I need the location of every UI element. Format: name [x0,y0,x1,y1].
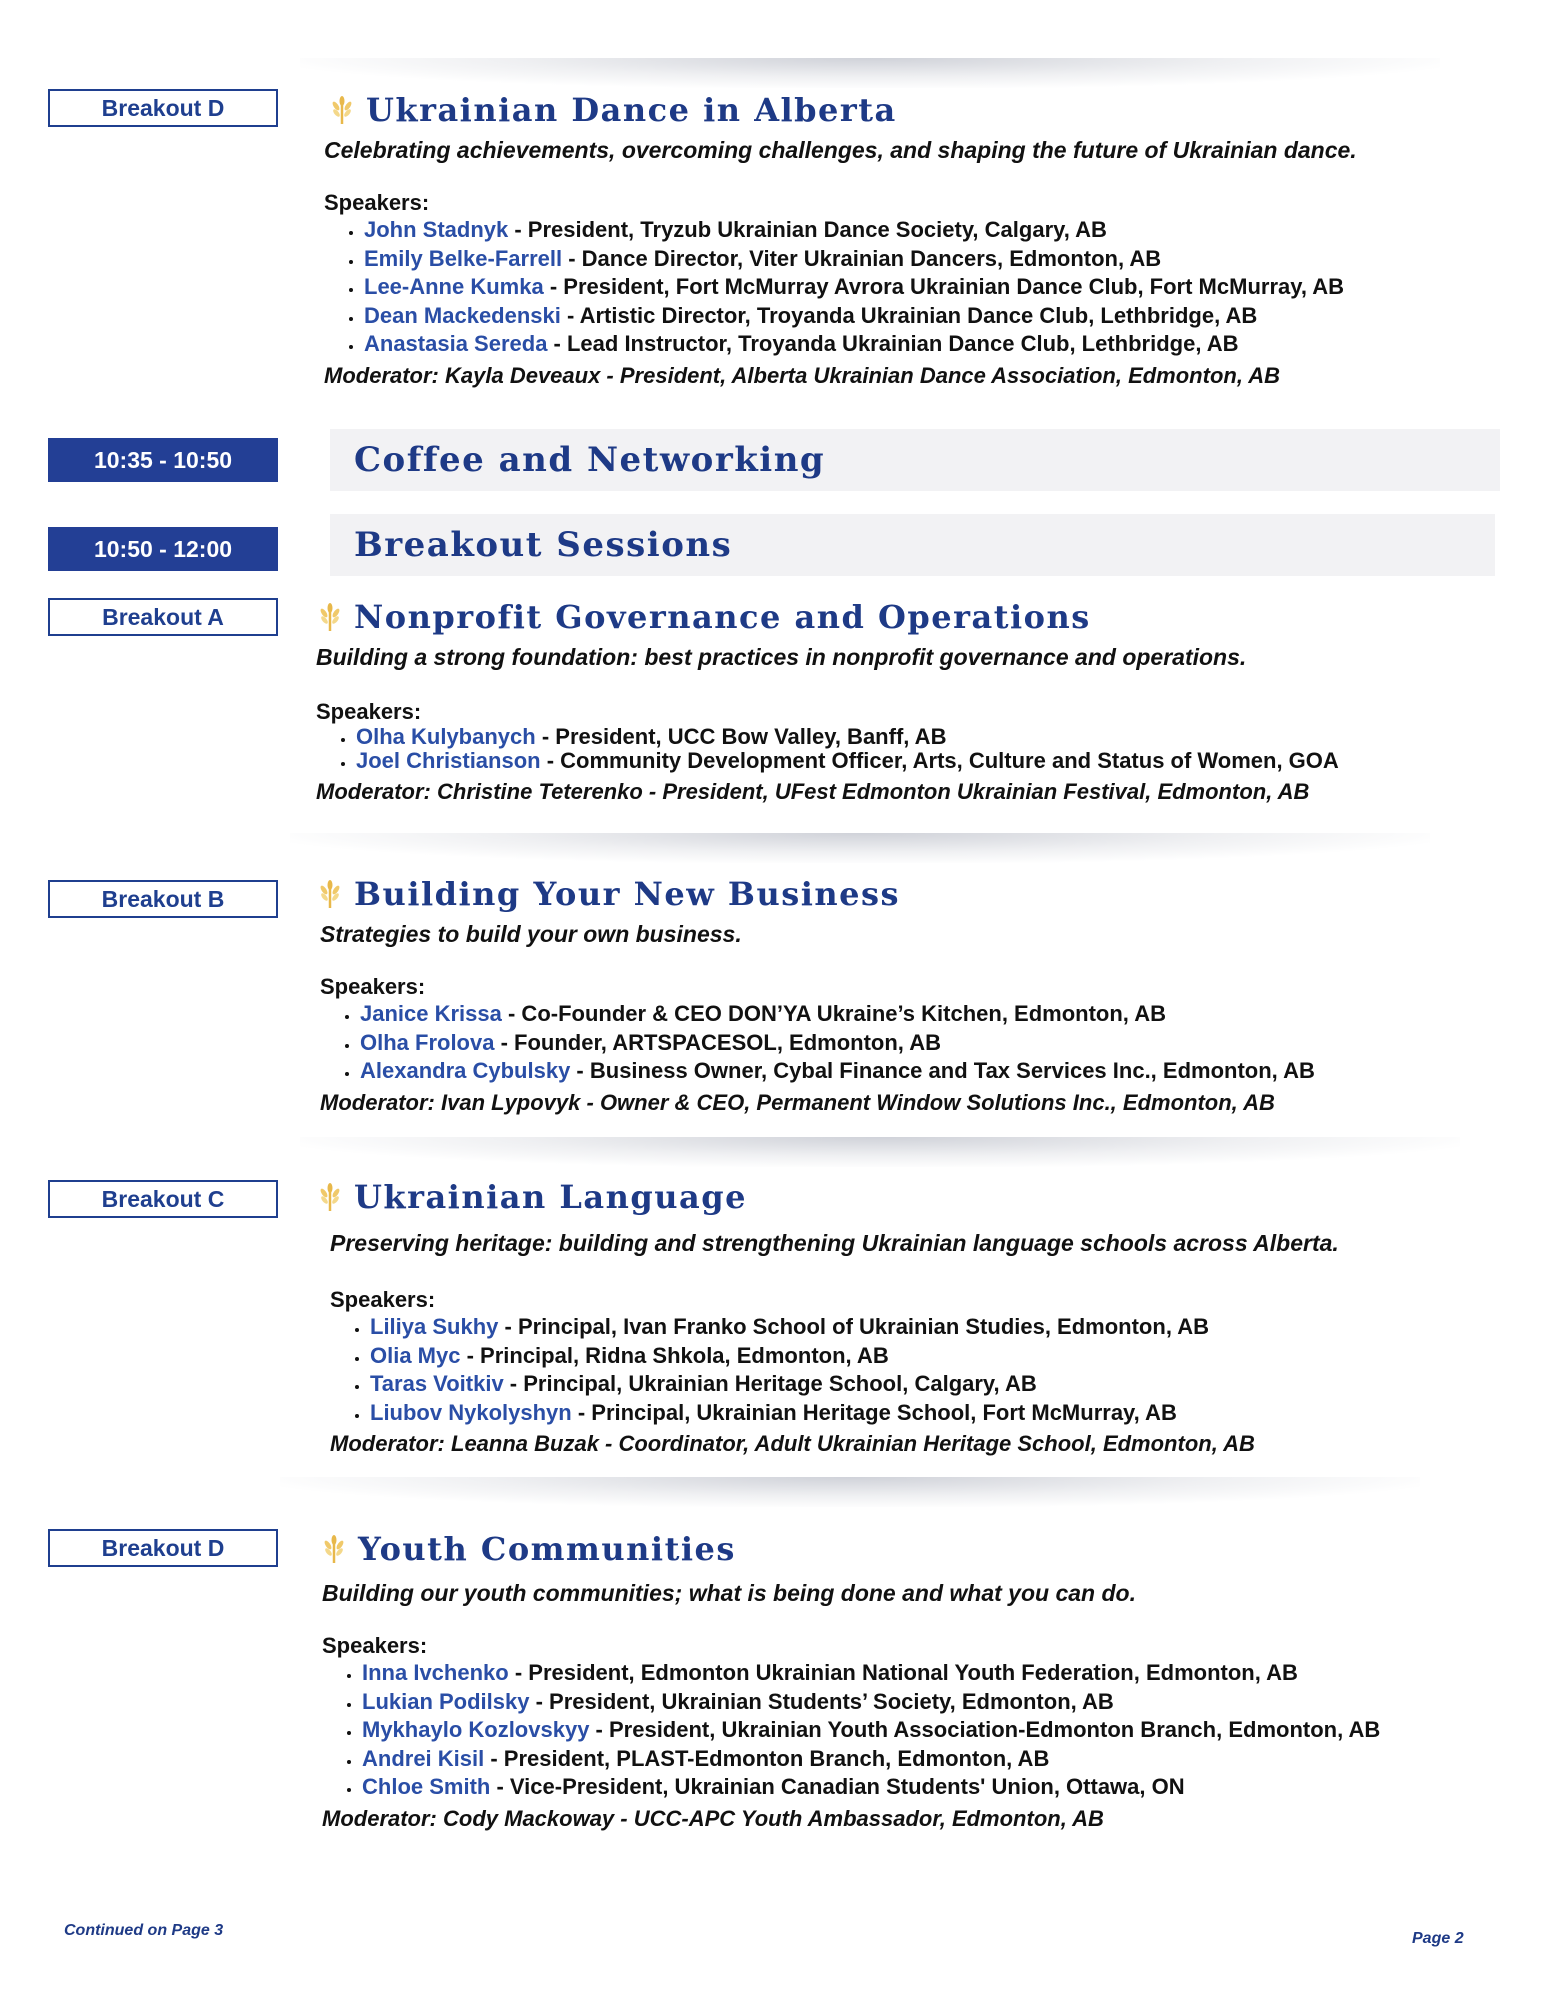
session-title: Ukrainian Language [354,1178,747,1216]
speaker-role: - President, UCC Bow Valley, Banff, AB [535,724,947,749]
speaker-name: Janice Krissa [360,1001,502,1026]
wheat-icon [330,95,354,125]
speaker-item [362,1773,1380,1802]
session-youth-communities [322,1526,1380,1832]
speaker-name: Inna Ivchenko [362,1660,509,1685]
speaker-role: - Principal, Ivan Franko School of Ukrainian Studies, Edmonton, AB [498,1314,1209,1339]
speaker-role: - President, Edmonton Ukrainian National Youth Federation, Edmonton, AB [508,1660,1298,1685]
speaker-item [362,1716,1380,1745]
session-new-business [318,871,1315,1116]
session-moderator: Moderator: Cody Mackoway - UCC-APC Youth Ambassador, Edmonton, AB [322,1805,1104,1831]
speaker-name: Olha Kulybanych [356,724,536,749]
speaker-name: Liliya Sukhy [370,1314,499,1339]
speaker-item [370,1370,1339,1399]
speaker-role: - President, Ukrainian Youth Association-Edmonton Branch, Edmonton, AB [589,1717,1381,1742]
breakout-tag-label: Breakout D [101,1534,225,1561]
speakers-label: Speakers: [316,699,422,724]
speakers-label: Speakers: [324,190,430,215]
speaker-role: - Lead Instructor, Troyanda Ukrainian Dance Club, Lethbridge, AB [547,331,1239,356]
speaker-item [364,216,1357,245]
breakout-tag-label: Breakout B [101,885,225,912]
speaker-item [370,1313,1339,1342]
session-title: Building Your New Business [354,875,901,913]
speaker-item [362,1659,1380,1688]
session-title-row [318,1174,1339,1220]
speaker-role: - Principal, Ukrainian Heritage School, Calgary, AB [503,1371,1037,1396]
agenda-band-breakouts [330,514,1495,576]
divider-shadow [290,833,1430,863]
speaker-role: - Founder, ARTSPACESOL, Edmonton, AB [494,1029,941,1055]
continued-note: Continued on Page 3 [64,1922,224,1939]
session-description: Building our youth communities; what is being done and what you can do. [322,1580,1136,1606]
breakout-tag [48,598,278,636]
speaker-name: John Stadnyk [364,217,509,242]
speaker-name: Andrei Kisil [362,1745,485,1771]
session-moderator: Moderator: Leanna Buzak - Coordinator, Adult Ukrainian Heritage School, Edmonton, AB [330,1431,1255,1456]
speaker-item [362,1745,1380,1774]
speaker-item [362,1688,1380,1717]
speaker-list [318,725,1339,773]
speaker-name: Olha Frolova [360,1029,495,1055]
speaker-role: - Principal, Ukrainian Heritage School, Fort McMurray, AB [571,1399,1177,1425]
speaker-item [370,1342,1339,1371]
time-label: 10:35 - 10:50 [93,446,233,473]
speaker-item [364,330,1357,359]
speaker-item [370,1399,1339,1428]
speakers-label: Speakers: [320,974,426,999]
breakout-tag-label: Breakout D [101,94,225,121]
speaker-item [364,302,1357,331]
agenda-title: Breakout Sessions [354,525,733,565]
speaker-role: - President, Ukrainian Students’ Society, Edmonton, AB [529,1688,1114,1714]
session-moderator: Moderator: Ivan Lypovyk - Owner & CEO, Permanent Window Solutions Inc., Edmonton, AB [320,1089,1275,1115]
speaker-name: Liubov Nykolyshyn [370,1399,572,1425]
speaker-role: - President, PLAST-Edmonton Branch, Edmonton, AB [484,1745,1050,1771]
speaker-role: - Dance Director, Viter Ukrainian Dancers, Edmonton, AB [562,245,1162,271]
session-title-row [318,871,1315,917]
speaker-name: Alexandra Cybulsky [360,1058,571,1083]
speakers-label: Speakers: [330,1287,436,1312]
speaker-name: Dean Mackedenski [364,302,561,328]
speaker-name: Taras Voitkiv [370,1371,504,1396]
speaker-list [322,1659,1380,1802]
session-title: Nonprofit Governance and Operations [354,598,1091,636]
speaker-role: - Artistic Director, Troyanda Ukrainian Dance Club, Lethbridge, AB [560,302,1258,328]
time-box-breakouts [48,527,278,571]
wheat-icon [322,1534,346,1564]
speaker-item [364,245,1357,274]
breakout-tag-label: Breakout A [102,603,224,630]
speaker-item [360,1057,1315,1086]
breakout-tag [48,880,278,918]
speaker-name: Anastasia Sereda [364,331,548,356]
divider-shadow [280,1477,1420,1507]
speaker-list [330,216,1357,359]
session-title-row [322,1526,1380,1572]
session-ukrainian-dance [324,87,1357,389]
session-description: Celebrating achievements, overcoming challenges, and shaping the future of Ukrainian dance. [324,137,1357,163]
session-title-row [330,87,1357,133]
session-title: Ukrainian Dance in Alberta [366,91,897,129]
speaker-name: Joel Christianson [356,748,541,773]
wheat-icon [318,1182,342,1212]
session-moderator: Moderator: Kayla Deveaux - President, Alberta Ukrainian Dance Association, Edmonton, AB [324,362,1281,388]
speaker-name: Mykhaylo Kozlovskyy [362,1717,590,1742]
speaker-role: - Community Development Officer, Arts, Culture and Status of Women, GOA [540,748,1339,773]
wheat-icon [318,879,342,909]
time-label: 10:50 - 12:00 [93,535,233,562]
speaker-item [360,1000,1315,1029]
session-title-row [318,594,1339,640]
session-description: Building a strong foundation: best practices in nonprofit governance and operations. [316,644,1247,670]
breakout-tag-label: Breakout C [101,1185,225,1212]
speaker-name: Olia Myc [370,1342,461,1368]
breakout-tag [48,1180,278,1218]
speaker-name: Chloe Smith [362,1774,491,1799]
speaker-item [356,725,1339,749]
breakout-tag [48,89,278,127]
breakout-tag [48,1529,278,1567]
speaker-list [318,1000,1315,1086]
speaker-role: - Business Owner, Cybal Finance and Tax Services Inc., Edmonton, AB [570,1058,1315,1083]
time-box-coffee [48,438,278,482]
divider-shadow [300,58,1440,88]
speaker-name: Emily Belke-Farrell [364,245,563,271]
speaker-role: - Principal, Ridna Shkola, Edmonton, AB [460,1342,889,1368]
speaker-item [364,273,1357,302]
wheat-icon [318,602,342,632]
speakers-label: Speakers: [322,1633,428,1658]
speaker-role: - President, Fort McMurray Avrora Ukrainian Dance Club, Fort McMurray, AB [543,274,1345,299]
agenda-band-coffee [330,429,1500,491]
speaker-role: - Vice-President, Ukrainian Canadian Students' Union, Ottawa, ON [490,1774,1185,1799]
session-title: Youth Communities [358,1530,736,1568]
speaker-role: - President, Tryzub Ukrainian Dance Society, Calgary, AB [508,217,1107,242]
speaker-list [318,1313,1339,1427]
speaker-role: - Co-Founder & CEO DON’YA Ukraine’s Kitchen, Edmonton, AB [501,1001,1166,1026]
divider-shadow [300,1137,1460,1167]
session-moderator: Moderator: Christine Teterenko - President, UFest Edmonton Ukrainian Festival, Edmonton, AB [316,779,1310,804]
speaker-item [360,1029,1315,1058]
speaker-name: Lee-Anne Kumka [364,274,544,299]
page-number: Page 2 [1412,1930,1464,1947]
agenda-title: Coffee and Networking [354,440,826,480]
session-ukrainian-language [318,1174,1339,1457]
session-description: Strategies to build your own business. [320,921,742,947]
speaker-item [356,749,1339,773]
session-description: Preserving heritage: building and strengthening Ukrainian language schools across Alberta. [330,1230,1339,1256]
speaker-name: Lukian Podilsky [362,1688,530,1714]
session-nonprofit-governance [318,594,1339,805]
